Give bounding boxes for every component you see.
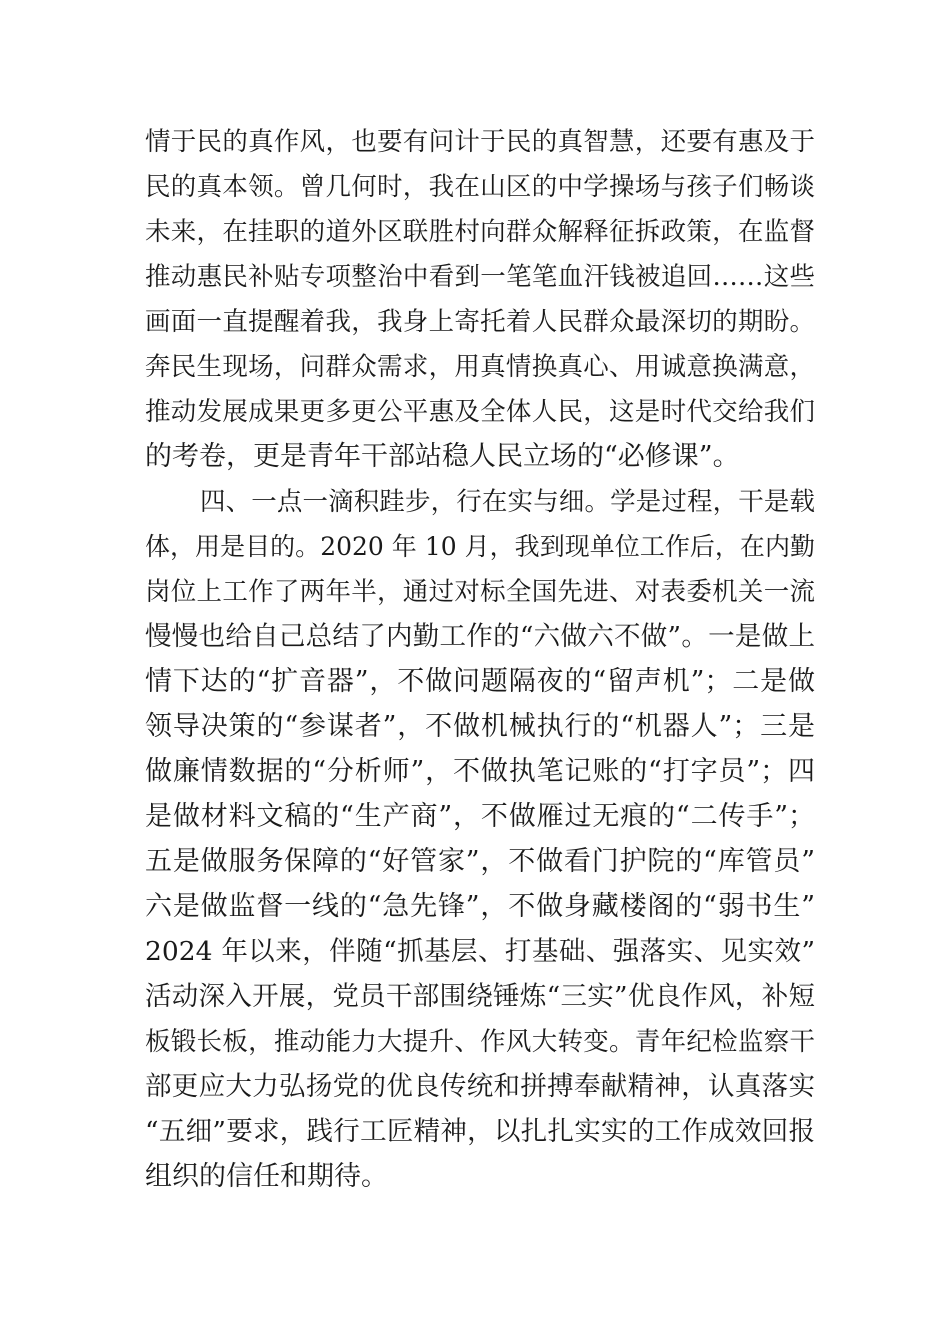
paragraph-2-line-8: 是做材料文稿的“生产商”，不做雁过无痕的“二传手”； xyxy=(145,801,815,832)
paragraph-1-line-3: 未来，在挂职的道外区联胜村向群众解释征拆政策，在监督 xyxy=(145,217,815,247)
paragraph-2-line-11: 2024 年以来，伴随“抓基层、打基础、强落实、见实效” xyxy=(145,936,815,967)
paragraph-1-line-1: 情于民的真作风，也要有问计于民的真智慧，还要有惠及于 xyxy=(145,127,815,157)
paragraph-2-line-14: 部更应大力弘扬党的优良传统和拼搏奉献精神，认真落实 xyxy=(145,1071,815,1102)
paragraph-2-line-9: 五是做服务保障的“好管家”，不做看门护院的“库管员” xyxy=(145,846,815,877)
paragraph-1-line-7: 推动发展成果更多更公平惠及全体人民，这是时代交给我们 xyxy=(145,397,815,427)
paragraph-1-line-8: 的考卷，更是青年干部站稳人民立场的“必修课”。 xyxy=(145,441,740,472)
paragraph-1-line-2: 民的真本领。曾几何时，我在山区的中学操场与孩子们畅谈 xyxy=(145,172,815,202)
paragraph-2-line-4: 慢慢也给自己总结了内勤工作的“六做六不做”。一是做上 xyxy=(145,621,815,652)
paragraph-2-line-3: 岗位上工作了两年半，通过对标全国先进、对表委机关一流 xyxy=(145,577,815,607)
paragraph-1-line-6: 奔民生现场，问群众需求，用真情换真心、用诚意换满意， xyxy=(145,352,815,382)
paragraph-2-line-16: 组织的信任和期待。 xyxy=(145,1161,388,1192)
paragraph-2-line-10: 六是做监督一线的“急先锋”，不做身藏楼阁的“弱书生” xyxy=(145,891,815,922)
paragraph-2-line-6: 领导决策的“参谋者”，不做机械执行的“机器人”；三是 xyxy=(145,711,815,742)
paragraph-2-line-1: 四、一点一滴积跬步，行在实与细。学是过程，干是载 xyxy=(200,487,815,517)
paragraph-2-line-5: 情下达的“扩音器”，不做问题隔夜的“留声机”；二是做 xyxy=(145,666,815,697)
paragraph-2-line-13: 板锻长板，推动能力大提升、作风大转变。青年纪检监察干 xyxy=(145,1027,815,1057)
paragraph-2-line-7: 做廉情数据的“分析师”，不做执笔记账的“打字员”；四 xyxy=(145,756,815,787)
paragraph-2-line-15: “五细”要求，践行工匠精神，以扎扎实实的工作成效回报 xyxy=(145,1116,815,1147)
paragraph-2-line-2: 体，用是目的。2020 年 10 月，我到现单位工作后，在内勤 xyxy=(145,532,815,561)
paragraph-2-line-12: 活动深入开展，党员干部围绕锤炼“三实”优良作风，补短 xyxy=(145,981,815,1012)
paragraph-1-line-4: 推动惠民补贴专项整治中看到一笔笔血汗钱被追回……这些 xyxy=(145,262,815,292)
paragraph-1-line-5: 画面一直提醒着我，我身上寄托着人民群众最深切的期盼。 xyxy=(145,307,815,337)
